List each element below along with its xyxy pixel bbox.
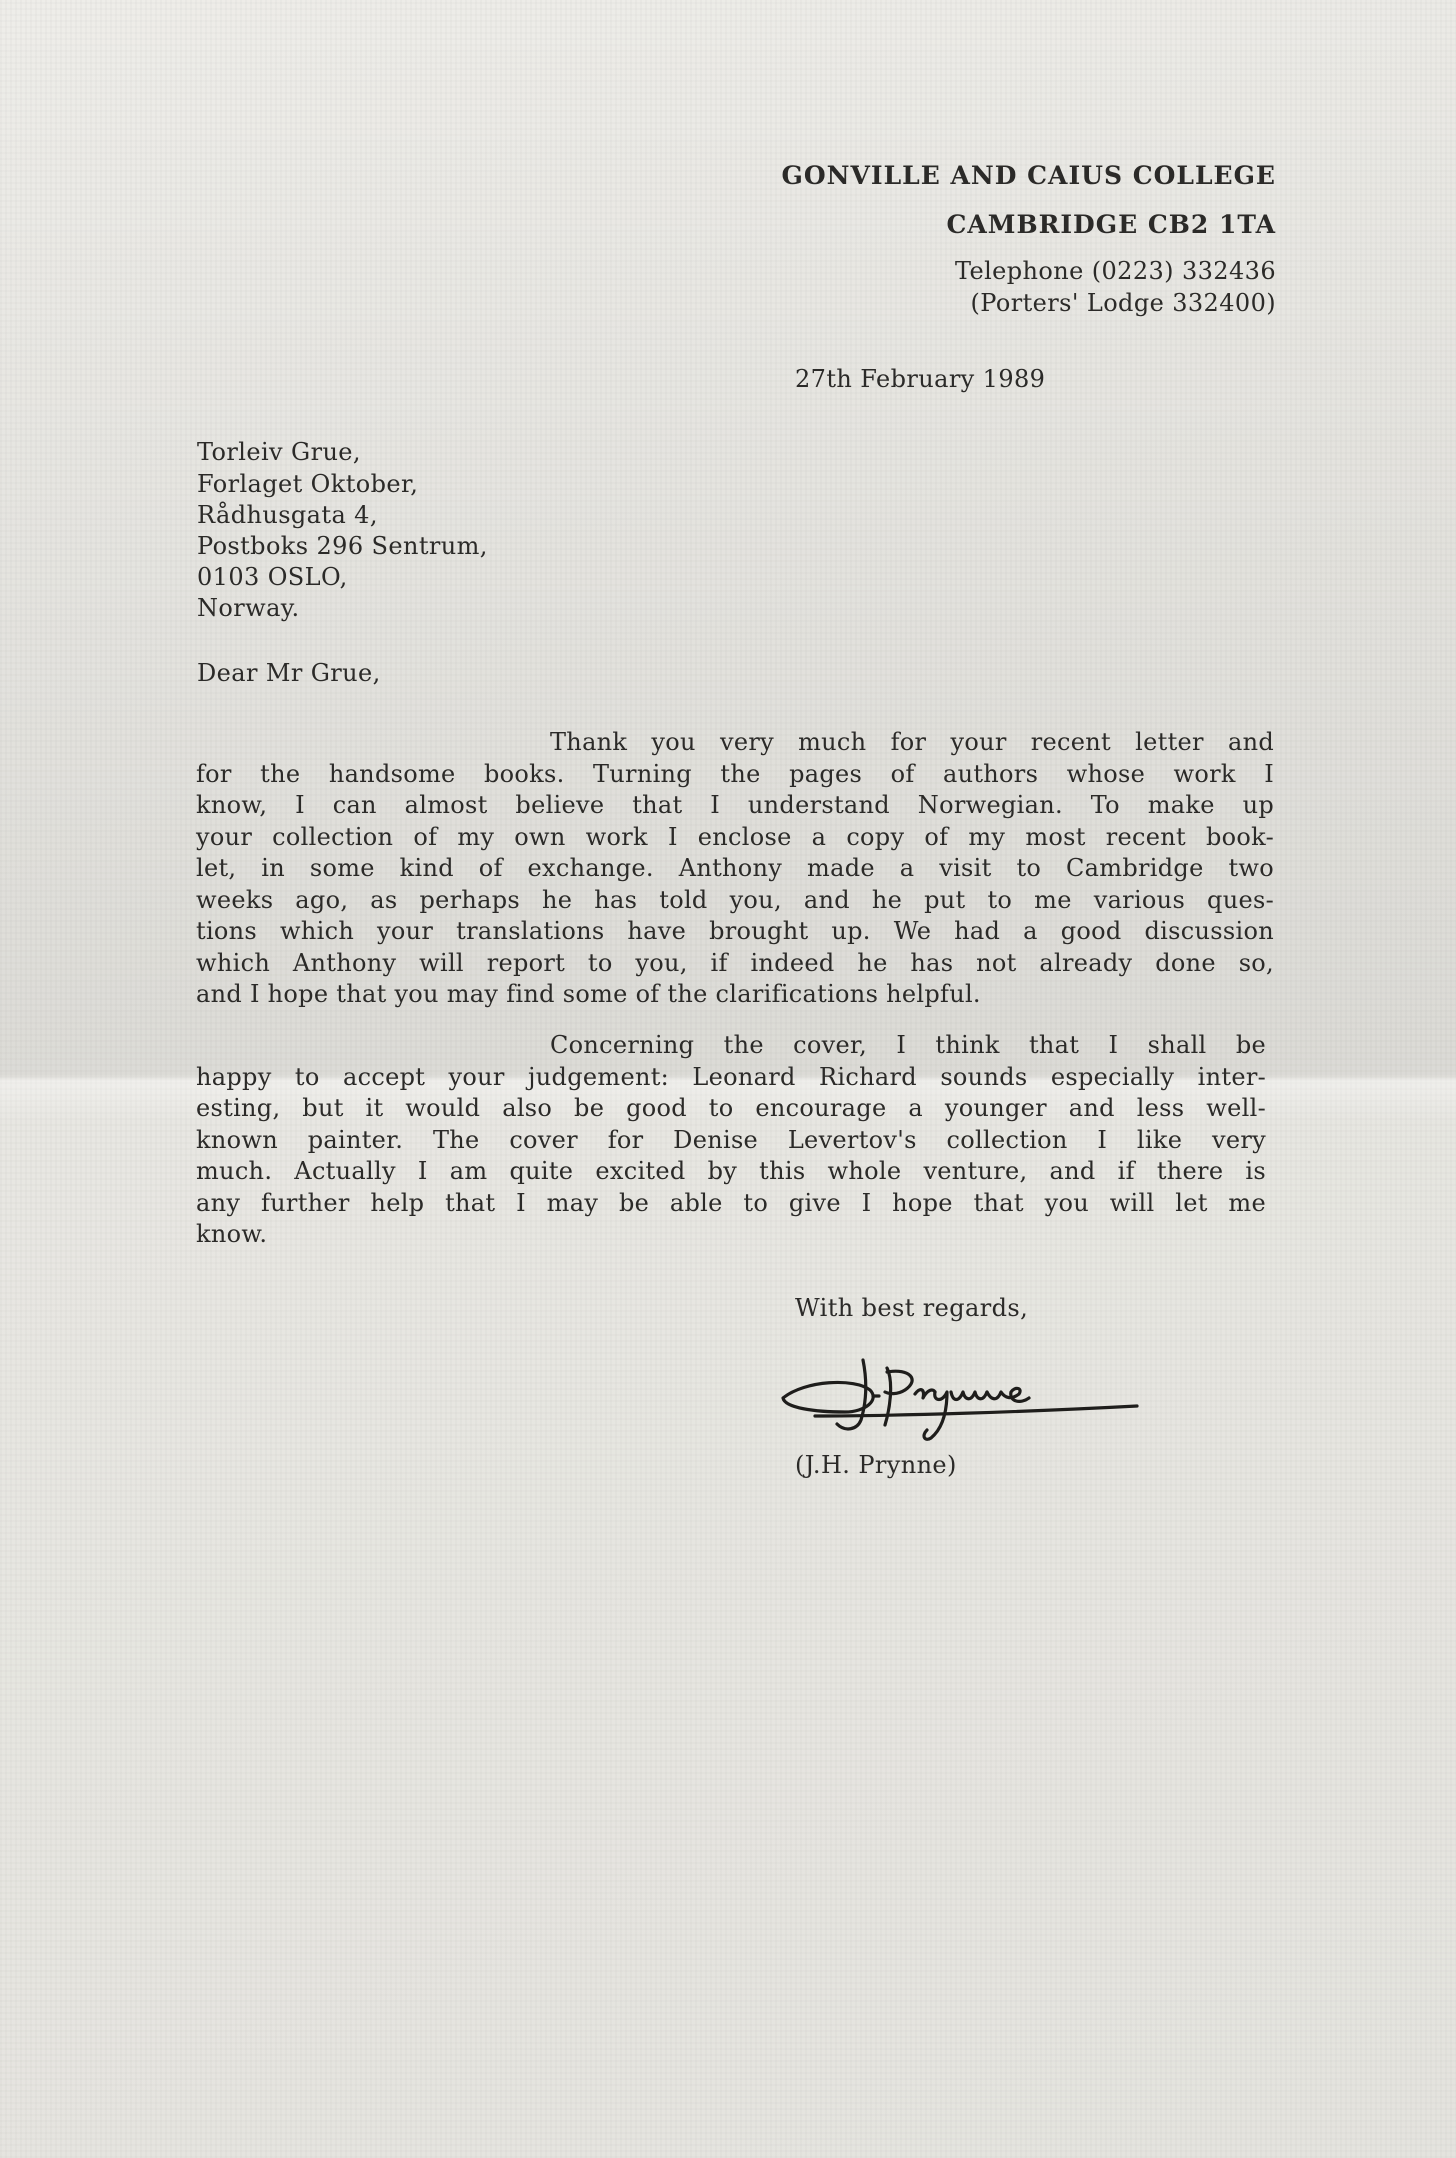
body-line: weeks ago, as perhaps he has told you, and he put to me various ques-: [196, 885, 1274, 914]
body-line: let, in some kind of exchange. Anthony made a visit to Cambridge two: [196, 854, 1274, 882]
body-line: any further help that I may be able to give I hope that you will let me: [196, 1188, 1266, 1217]
body-line: esting, but it would also be good to encourage a younger and less well-: [196, 1094, 1266, 1122]
body-line: know, I can almost believe that I understand Norwegian. To make up: [196, 791, 1274, 819]
body-line: Concerning the cover, I think that I shall be: [550, 1031, 1266, 1059]
recipient-line: Forlaget Oktober,: [197, 470, 419, 498]
body-line: Thank you very much for your recent letter and: [550, 728, 1274, 756]
body-line: know.: [196, 1220, 268, 1248]
letterhead-address: CAMBRIDGE CB2 1TA: [946, 210, 1276, 239]
recipient-line: Norway.: [197, 594, 300, 622]
body-line: your collection of my own work I enclose a copy of my most recent book-: [196, 822, 1274, 851]
body-line: and I hope that you may find some of the clarifications helpful.: [196, 980, 981, 1008]
body-line: for the handsome books. Turning the pages of authors whose work I: [196, 759, 1274, 788]
recipient-line: Torleiv Grue,: [197, 438, 361, 466]
letter-date: 27th February 1989: [795, 365, 1046, 393]
body-line: which Anthony will report to you, if indeed he has not already done so,: [196, 948, 1274, 977]
recipient-line: Rådhusgata 4,: [197, 501, 378, 529]
letterhead-porters-lodge: (Porters' Lodge 332400): [970, 289, 1276, 317]
handwritten-signature: [775, 1350, 1145, 1445]
letterhead-telephone: Telephone (0223) 332436: [954, 257, 1276, 285]
body-line: tions which your translations have brought up. We had a good discussion: [196, 917, 1274, 945]
body-paragraph-2: [196, 1030, 1266, 1251]
recipient-line: 0103 OSLO,: [197, 563, 348, 591]
printed-name: (J.H. Prynne): [795, 1451, 957, 1479]
body-line: known painter. The cover for Denise Levertov's collection I like very: [196, 1125, 1266, 1154]
salutation: Dear Mr Grue,: [197, 659, 381, 687]
body-line: much. Actually I am quite excited by this whole venture, and if there is: [196, 1157, 1266, 1185]
closing: With best regards,: [795, 1294, 1029, 1322]
body-paragraph-1: [196, 727, 1274, 1011]
letterhead-college: GONVILLE AND CAIUS COLLEGE: [781, 161, 1276, 190]
recipient-line: Postboks 296 Sentrum,: [197, 532, 488, 560]
body-line: happy to accept your judgement: Leonard Richard sounds especially inter-: [196, 1062, 1266, 1091]
